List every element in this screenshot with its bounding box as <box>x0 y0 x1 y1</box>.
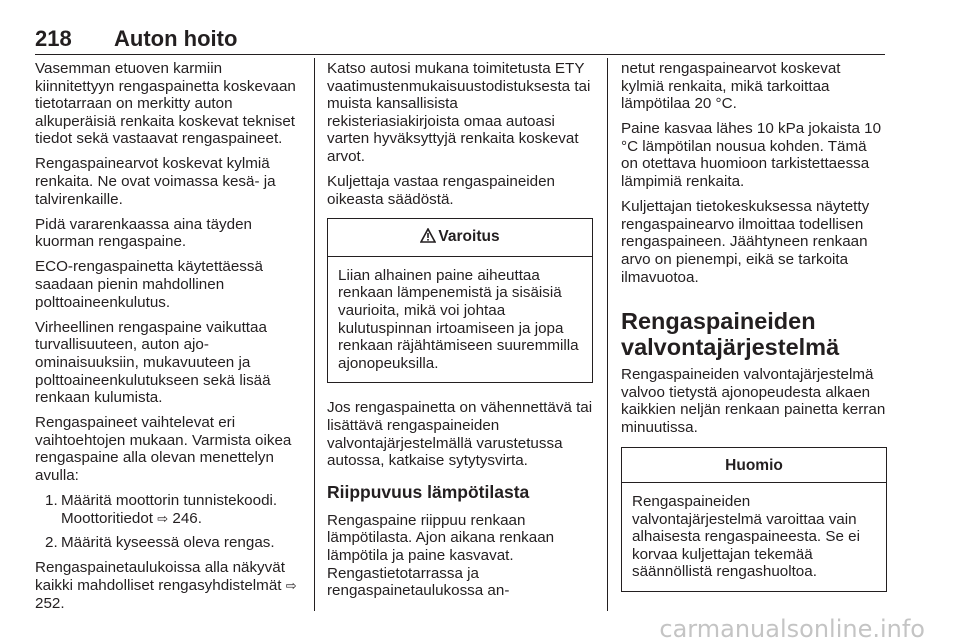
step-number: 2. <box>45 534 58 552</box>
page-ref-arrow-icon: ⇨ <box>285 577 297 593</box>
warning-box <box>327 218 593 383</box>
procedure-steps <box>35 492 301 552</box>
paragraph: netut rengaspainearvot koskevat kylmiä renkaita, mikä tarkoittaa lämpötilaa 20 °C. <box>621 60 841 113</box>
warning-body: Liian alhainen paine aiheuttaa renkaan lämpenemistä ja sisäisiä vaurioita, mikä voi johtaa kulutuspinnan irtoamiseen ja jopa renkaan räjähtämiseen suuremmilla ajonopeuksilla. <box>338 266 579 372</box>
step-item <box>35 534 301 552</box>
step-item <box>35 492 301 527</box>
column-divider-2 <box>607 58 608 611</box>
page-number: 218 <box>35 26 72 51</box>
text-column-3 <box>621 60 887 608</box>
paragraph: Virheellinen rengaspaine vaikuttaa turvallisuuteen, auton ajo-ominaisuuksiin, mukavuuteen ja polttoaineenkulutukseen sekä lisää renkaan kulumista. <box>35 318 271 407</box>
paragraph: Rengaspaineiden valvontajärjestelmä valvoo tietystä ajonopeudesta alkaen kaikkien neljän renkaan painetta kerran minuutissa. <box>621 366 886 436</box>
page-ref-arrow-icon: ⇨ <box>157 510 169 526</box>
column-divider-1 <box>314 58 315 611</box>
paragraph: Vasemman etuoven karmiin kiinnitettyyn rengaspainetta koskevaan tietotarraan on merkitty auton alkuperäisiä renkaita koskevat tekniset tiedot sekä vastaavat rengaspaineet. <box>35 60 296 148</box>
text-column-1 <box>35 60 301 620</box>
paragraph: Kuljettaja vastaa rengaspaineiden oikeasta säädöstä. <box>327 173 555 208</box>
paragraph: Rengaspaine riippuu renkaan lämpötilasta. Ajon aikana renkaan lämpötila ja paine kasvavat. Rengastietotarrassa ja rengaspainetaulukossa an- <box>327 511 555 600</box>
paragraph: Rengaspainearvot koskevat kylmiä renkaita. Ne ovat voimassa kesä- ja talvirenkaille. <box>35 155 276 208</box>
paragraph: Pidä vararenkaassa aina täyden kuorman rengaspaine. <box>35 215 252 251</box>
page-header <box>35 26 885 54</box>
page-ref-link[interactable]: 246. <box>172 509 202 527</box>
step-text: Määritä moottorin tunnistekoodi. Moottoritiedot <box>61 492 278 527</box>
subheading: Riippuvuus lämpötilasta <box>327 481 530 502</box>
warning-triangle-icon <box>420 228 436 248</box>
warning-title: Varoitus <box>438 228 500 246</box>
paragraph: Kuljettajan tietokeskuksessa näytetty rengaspainearvo ilmoittaa todellisen rengaspaineen. Jäähtyneen renkaan arvo on pienempi, eikä se tarkoita ilmavuotoa. <box>621 198 870 286</box>
paragraph-text: Rengaspainetaulukoissa alla näkyvät kaikki mahdolliset rengasyhdistelmät <box>35 559 285 594</box>
page-ref-link[interactable]: 252. <box>35 594 65 612</box>
section-title: Auton hoito <box>114 26 238 51</box>
text-column-2 <box>327 60 593 607</box>
notice-header: Huomio <box>622 448 886 484</box>
paragraph: Rengaspaineet vaihtelevat eri vaihtoehtojen mukaan. Varmista oikea rengaspaine alla olevan menettelyn avulla: <box>35 414 292 484</box>
paragraph: ECO-rengaspainetta käytettäessä saadaan pienin mahdollinen polttoaineenkulutus. <box>35 258 263 311</box>
notice-body: Rengaspaineiden valvontajärjestelmä varoittaa vain alhaisesta rengaspaineesta. Se ei korvaa kuljettajan tekemää säännöllistä rengashuoltoa. <box>632 493 860 581</box>
paragraph <box>35 559 301 612</box>
paragraph: Paine kasvaa lähes 10 kPa jokaista 10 °C lämpötilan nousua kohden. Tämä on otettava huomioon tarkistettaessa lämpimiä renkaita. <box>621 120 882 191</box>
notice-box <box>621 447 887 593</box>
step-text: Määritä kyseessä oleva rengas. <box>61 534 275 552</box>
section-heading: Rengaspaineiden valvontajärjestelmä <box>621 308 840 361</box>
step-number: 1. <box>45 492 58 510</box>
watermark: carmanualsonline.info <box>659 615 925 643</box>
paragraph: Jos rengaspainetta on vähennettävä tai lisättävä rengaspaineiden valvontajärjestelmällä varustetussa autossa, katkaise sytytysvirta. <box>327 399 593 470</box>
warning-header <box>328 219 592 257</box>
paragraph: Katso autosi mukana toimitetusta ETY vaatimustenmukaisuustodistuksesta tai muista kansallisista rekisteriasiakirjoista omaa autoasi varten hyväksyttyjä renkaita koskevat arvot. <box>327 60 591 165</box>
header-divider <box>35 54 885 55</box>
